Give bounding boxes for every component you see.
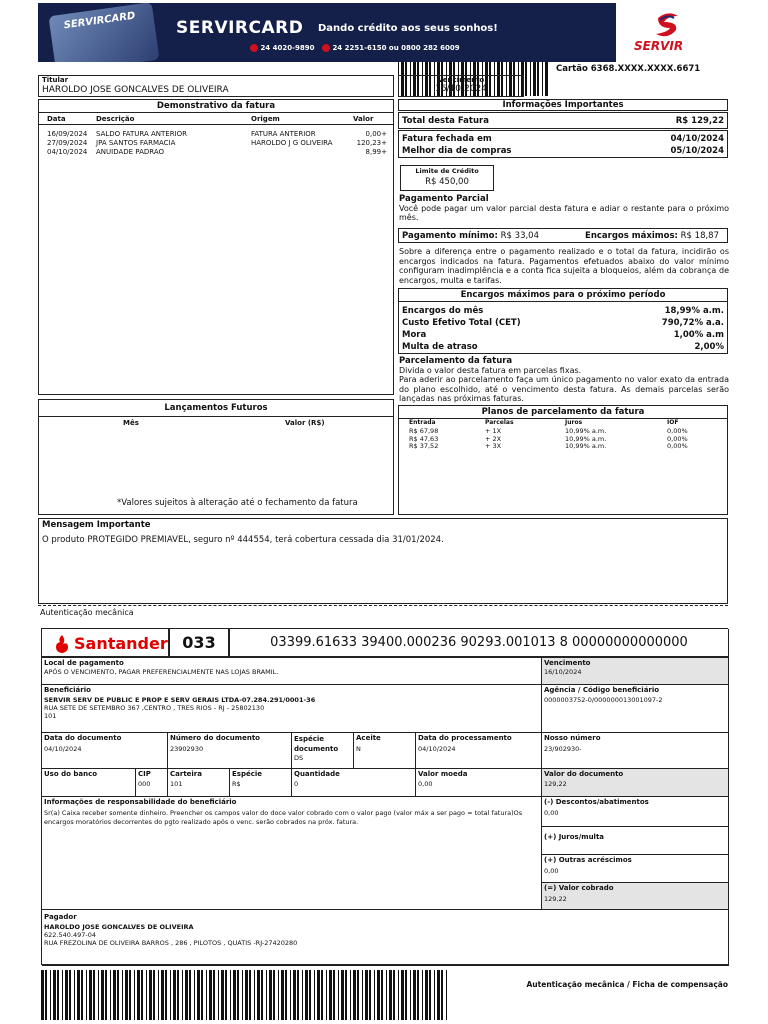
futuros-title: Lançamentos Futuros [39, 400, 393, 417]
barcode-bar [437, 970, 440, 1020]
barcode-bar [341, 970, 344, 1020]
barcode-bar [53, 970, 56, 1020]
barcode-bar [158, 970, 159, 1020]
barcode-bar [357, 970, 359, 1020]
phone-1: 24 4020-9890 [250, 44, 315, 52]
barcode-bar [429, 970, 431, 1020]
parcelamento-text2: Para aderir ao parcelamento faça um único pagamento no valor exato da entrada do plano escolhido, até o vencimento desta fatura. As demais parcelas serão lançadas nas próximas faturas. [399, 375, 729, 403]
bank-name: Santander [74, 634, 168, 653]
local-value: APÓS O VENCIMENTO, PAGAR PREFERENCIALMENTE NAS LOJAS BRAMIL. [44, 668, 279, 676]
barcode-bar [297, 970, 299, 1020]
barcode-bar [398, 970, 399, 1020]
barcode-bar [302, 970, 303, 1020]
vencimento-box [398, 75, 524, 97]
servir-logo-icon [638, 10, 698, 40]
table-row: R$ 67,98 + 1X 10,99% a.m. 0,00% [409, 427, 688, 435]
barcode-bar [377, 970, 380, 1020]
barcode-bar [537, 62, 539, 96]
planos-rows [399, 427, 727, 450]
card-number: Cartão 6368.XXXX.XXXX.6671 [556, 64, 701, 74]
encmax-value: R$ 18,87 [680, 231, 719, 241]
barcode-bar [189, 970, 191, 1020]
boleto: Santander 033 03399.61633 39400.000236 90293.001013 8 00000000000000 Local de pagamento APÓS O VENCIMENTO, PAGAR PREFERENCIALMENTE NAS LOJAS BRAMIL. Vencimento 16/10/2024 Beneficiário SERVIR SERV DE PUBLIC E PROP E SERV GERAIS LTDA-07.284.291/0001-36 RUA SETE DE SETEMBRO 367 ,CENTRO , TRES RIOS - RJ - 25802130 101 Agência / Código beneficiário 0000003752-0/000000013001097-2 Data do documento 04/10/2024 Número do documento 23902930 Espécie documento DS Aceite N Data do processamento 04/10/2024 Nosso número 23/902930- Uso do banco CIP 000 Carteira 101 Espécie R$ Quantidade 0 Valor moeda 0,00 Valor do documento 129,22 Informações de responsabilidade do beneficiário Sr(a) Caixa receber somente dinheiro. Preencher os campos valor do doce valor cobrado com o valor pago (valor máx a ser pago = total fatura)Os encargos moratórios decorrentes do pgto realizado após o venc. serão cobrados na próx. fatura. (-) Descontos/abatimentos 0,00 (+) Juros/multa (+) Outras acréscimos 0,00 (=) Valor cobrado 129,22 Pagador HAROLDO JOSE GONCALVES DE OLIVEIRA 622.540.497-04 RUA FREZOLINA DE OLIVEIRA BARROS , 286 , PILOTOS , QUATIS -RJ-27420280 [41, 628, 728, 965]
mensagem-box [38, 518, 728, 604]
fatura-dates-box [398, 130, 728, 158]
total-label: Total desta Fatura [402, 116, 489, 126]
fechada-label: Fatura fechada em [402, 134, 492, 144]
barcode-bar [333, 970, 335, 1020]
barcode-bar [182, 970, 183, 1020]
info-title: Informações Importantes [502, 100, 624, 110]
barcode-bar [50, 970, 51, 1020]
barcode-bar [317, 970, 320, 1020]
demonstrativo-rows [39, 130, 393, 157]
barcode-bar [525, 62, 527, 96]
barcode-bar [141, 970, 143, 1020]
barcode-bar [137, 970, 140, 1020]
benef-name: SERVIR SERV DE PUBLIC E PROP E SERV GERAIS LTDA-07.284.291/0001-36 [44, 696, 316, 704]
barcode-bar [81, 970, 83, 1020]
servir-logo [628, 10, 708, 54]
encargos-box: Encargos máximos para o próximo período Encargos do mês 18,99% a.m. Custo Efetivo Total (CET) 790,72% a.a. Mora 1,00% a.m Multa de atraso 2,00% [398, 288, 728, 354]
barcode-bar [98, 970, 99, 1020]
barcode-bar [542, 62, 543, 96]
barcode-bar [350, 970, 351, 1020]
barcode-bar [89, 970, 92, 1020]
agencia-value: 0000003752-0/000000013001097-2 [544, 696, 663, 704]
barcode-bar [314, 970, 315, 1020]
barcode-bar [533, 62, 536, 96]
barcode-bar [242, 970, 243, 1020]
barcode-bar [285, 970, 287, 1020]
demonstrativo-title: Demonstrativo da fatura [39, 100, 393, 113]
total-box [398, 112, 728, 129]
col-data: Data [47, 115, 66, 123]
barcode-bar [446, 970, 447, 1020]
barcode-bar [353, 970, 356, 1020]
melhor-value: 05/10/2024 [670, 146, 724, 156]
barcode-bar [389, 970, 392, 1020]
barcode-bar [257, 970, 260, 1020]
barcode-bar [201, 970, 203, 1020]
mensagem-text: O produto PROTEGIDO PREMIAVEL, seguro nº 444554, terá cobertura cessada dia 31/01/2024. [42, 535, 444, 545]
barcode-bar [117, 970, 119, 1020]
pagador-label: Pagador [44, 913, 77, 921]
barcode-bar [110, 970, 111, 1020]
barcode-bar [125, 970, 128, 1020]
barcode-bar [381, 970, 383, 1020]
barcode-bar [530, 62, 531, 96]
diferenca-text: Sobre a diferença entre o pagamento realizado e o total da fatura, incidirão os encargos indicados na fatura. Pagamentos efetuados abaixo do valor mínimo configuram inadimplência e a conta fica sujeita a bloqueios, além da cobrança de encargos, multa e tarifas. [399, 247, 729, 285]
barcode-bar [113, 970, 116, 1020]
barcode-bar [405, 970, 407, 1020]
table-row: R$ 37,52 + 3X 10,99% a.m. 0,00% [409, 442, 688, 450]
barcode-bar [225, 970, 227, 1020]
parcial-title: Pagamento Parcial [399, 194, 489, 204]
barcode-bar [194, 970, 195, 1020]
barcode-bar [374, 970, 375, 1020]
barcode-bar [185, 970, 188, 1020]
tagline: Dando crédito aos seus sonhos! [318, 23, 498, 34]
barcode-bar [413, 970, 416, 1020]
barcode-bar [305, 970, 308, 1020]
benef-addr: RUA SETE DE SETEMBRO 367 ,CENTRO , TRES RIOS - RJ - 25802130 [44, 704, 265, 712]
barcode-bar [57, 970, 59, 1020]
barcode-bar [206, 970, 207, 1020]
barcode-bar [230, 970, 231, 1020]
barcode-bar [122, 970, 123, 1020]
titular-name: HAROLDO JOSE GONCALVES DE OLIVEIRA [42, 85, 229, 95]
fechada-value: 04/10/2024 [670, 134, 724, 144]
barcode-bar [149, 970, 152, 1020]
barcode-bar [209, 970, 212, 1020]
barcode-bar [129, 970, 131, 1020]
brand-title: SERVIRCARD [176, 18, 304, 38]
col-origem: Origem [251, 115, 280, 123]
barcode-bar [197, 970, 200, 1020]
agencia-label: Agência / Código beneficiário [544, 686, 660, 694]
cut-line [38, 605, 728, 606]
barcode-bar [273, 970, 275, 1020]
encmax-label: Encargos máximos: [585, 231, 678, 241]
pagador-addr: RUA FREZOLINA DE OLIVEIRA BARROS , 286 , PILOTOS , QUATIS -RJ-27420280 [44, 939, 298, 947]
barcode-bar [65, 970, 68, 1020]
barcode-bar [254, 970, 255, 1020]
barcode-bar [146, 970, 147, 1020]
benef-num: 101 [44, 712, 57, 720]
encargos-title: Encargos máximos para o próximo período [399, 289, 727, 302]
barcode-bar [165, 970, 167, 1020]
barcode-bar [269, 970, 272, 1020]
phone-2: 24 2251-6150 ou 0800 282 6009 [322, 44, 460, 52]
barcode-bar [69, 970, 71, 1020]
infos-text: Sr(a) Caixa receber somente dinheiro. Preencher os campos valor do doce valor cobrado com o valor pago (valor máx a ser pago = total fatura)Os encargos moratórios decorrentes do pgto realizado após o venc. serão cobrados na próx. fatura. [44, 809, 523, 826]
barcode-bar [393, 970, 395, 1020]
barcode-bar [410, 970, 411, 1020]
barcode-bar [134, 970, 135, 1020]
phone-icon [250, 44, 258, 52]
vencimento-label: Vencimento [437, 76, 485, 84]
barcode-bar [321, 970, 323, 1020]
futuros-box [38, 399, 394, 515]
barcode-bar [218, 970, 219, 1020]
bank-code: 033 [170, 629, 230, 658]
col-descricao: Descrição [96, 115, 135, 123]
barcode-bar [45, 970, 47, 1020]
vencimento-date: 16/10/2024 [435, 84, 487, 94]
demonstrativo-box [38, 99, 394, 395]
phone-icon [322, 44, 330, 52]
bank-logo [42, 629, 170, 658]
planos-title: Planos de parcelamento da fatura [399, 406, 727, 419]
planos-box: Planos de parcelamento da fatura Entrada Parcelas Juros IOF R$ 67,98 + 1X 10,99% a.m. 0,00% R$ 47,63 + 2X 10,99% a.m. 0,00% R$ 37,52 + 3X 10,99% a.m. 0,00% [398, 405, 728, 515]
barcode-bar [345, 970, 347, 1020]
barcode-bar [362, 970, 363, 1020]
barcode-bar [369, 970, 371, 1020]
barcode-bar [266, 970, 267, 1020]
barcode-bar [74, 970, 75, 1020]
barcode-bar [170, 970, 171, 1020]
barcode-bar [417, 970, 419, 1020]
header-banner [38, 3, 616, 62]
titular-box [38, 75, 394, 97]
futuros-col-mes: Mês [123, 419, 139, 427]
santander-flame-icon [52, 634, 72, 654]
col-valor: Valor [353, 115, 374, 123]
barcode-bar [221, 970, 224, 1020]
barcode-bar [245, 970, 248, 1020]
barcode-bar [233, 970, 236, 1020]
barcode-bar [386, 970, 387, 1020]
barcode-bar [290, 970, 291, 1020]
mensagem-title: Mensagem Importante [42, 520, 151, 530]
card-image [48, 3, 159, 62]
barcode-bar [101, 970, 104, 1020]
table-row: 16/09/2024 SALDO FATURA ANTERIOR FATURA ANTERIOR 0,00+ [47, 130, 387, 138]
ficha-label: Autenticação mecânica / Ficha de compensação [526, 980, 728, 989]
infos-label: Informações de responsabilidade do beneficiário [44, 798, 237, 806]
barcode-bar [425, 970, 428, 1020]
bottom-barcode [41, 970, 451, 1020]
barcode-bar [77, 970, 80, 1020]
barcode-bar [278, 970, 279, 1020]
barcode-bar [213, 970, 215, 1020]
barcode-bar [177, 970, 179, 1020]
linha-digitavel: 03399.61633 39400.000236 90293.001013 8 00000000000000 [230, 629, 729, 658]
local-label: Local de pagamento [44, 659, 124, 667]
parcial-text: Você pode pagar um valor parcial desta fatura e adiar o restante para o próximo mês. [399, 204, 729, 222]
info-title-box [398, 99, 728, 111]
barcode-bar [41, 970, 44, 1020]
barcode-bar [161, 970, 164, 1020]
card-brand-text: SERVIRCARD [63, 10, 136, 32]
total-value: R$ 129,22 [675, 116, 724, 126]
limite-value: R$ 450,00 [425, 177, 469, 187]
barcode-bar [86, 970, 87, 1020]
barcode-bar [545, 62, 548, 96]
minimo-box [398, 228, 728, 243]
titular-label: Titular [42, 76, 69, 84]
barcode-bar [237, 970, 239, 1020]
barcode-bar [293, 970, 296, 1020]
barcode-bar [249, 970, 251, 1020]
barcode-bar [261, 970, 263, 1020]
melhor-label: Melhor dia de compras [402, 146, 512, 156]
futuros-col-valor: Valor (R$) [285, 419, 325, 427]
barcode-bar [309, 970, 311, 1020]
barcode-bar [434, 970, 435, 1020]
boleto-venc-value: 16/10/2024 [544, 668, 582, 676]
barcode-bar [281, 970, 284, 1020]
limite-label: Limite de Crédito [415, 167, 479, 175]
limite-box [400, 165, 494, 191]
barcode-bar [62, 970, 63, 1020]
barcode-bar [93, 970, 95, 1020]
minimo-label: Pagamento mínimo: [402, 231, 498, 241]
parcelamento-title: Parcelamento da fatura [399, 356, 513, 366]
parcelamento-text1: Divida o valor desta fatura em parcelas fixas. [399, 366, 582, 375]
barcode-bar [326, 970, 327, 1020]
table-row: 04/10/2024 ANUIDADE PADRAO 8,99+ [47, 148, 387, 156]
minimo-value: R$ 33,04 [500, 231, 539, 241]
barcode-bar [401, 970, 404, 1020]
pagador-doc: 622.540.497-04 [44, 931, 96, 939]
pagador-name: HAROLDO JOSE GONCALVES DE OLIVEIRA [44, 923, 194, 931]
boleto-venc-label: Vencimento [544, 659, 591, 667]
futuros-note: *Valores sujeitos à alteração até o fechamento da fatura [117, 498, 358, 508]
barcode-bar [338, 970, 339, 1020]
autenticacao-label: Autenticação mecânica [40, 608, 134, 617]
table-row: 27/09/2024 JPA SANTOS FARMACIA HAROLDO J G OLIVEIRA 120,23+ [47, 139, 387, 147]
benef-label: Beneficiário [44, 686, 91, 694]
barcode-bar [173, 970, 176, 1020]
barcode-bar [329, 970, 332, 1020]
barcode-bar [365, 970, 368, 1020]
barcode-bar [105, 970, 107, 1020]
barcode-bar [441, 970, 443, 1020]
barcode-bar [422, 970, 423, 1020]
servir-logo-text: SERVIR [634, 39, 684, 53]
table-row: R$ 47,63 + 2X 10,99% a.m. 0,00% [409, 434, 688, 443]
barcode-bar [153, 970, 155, 1020]
